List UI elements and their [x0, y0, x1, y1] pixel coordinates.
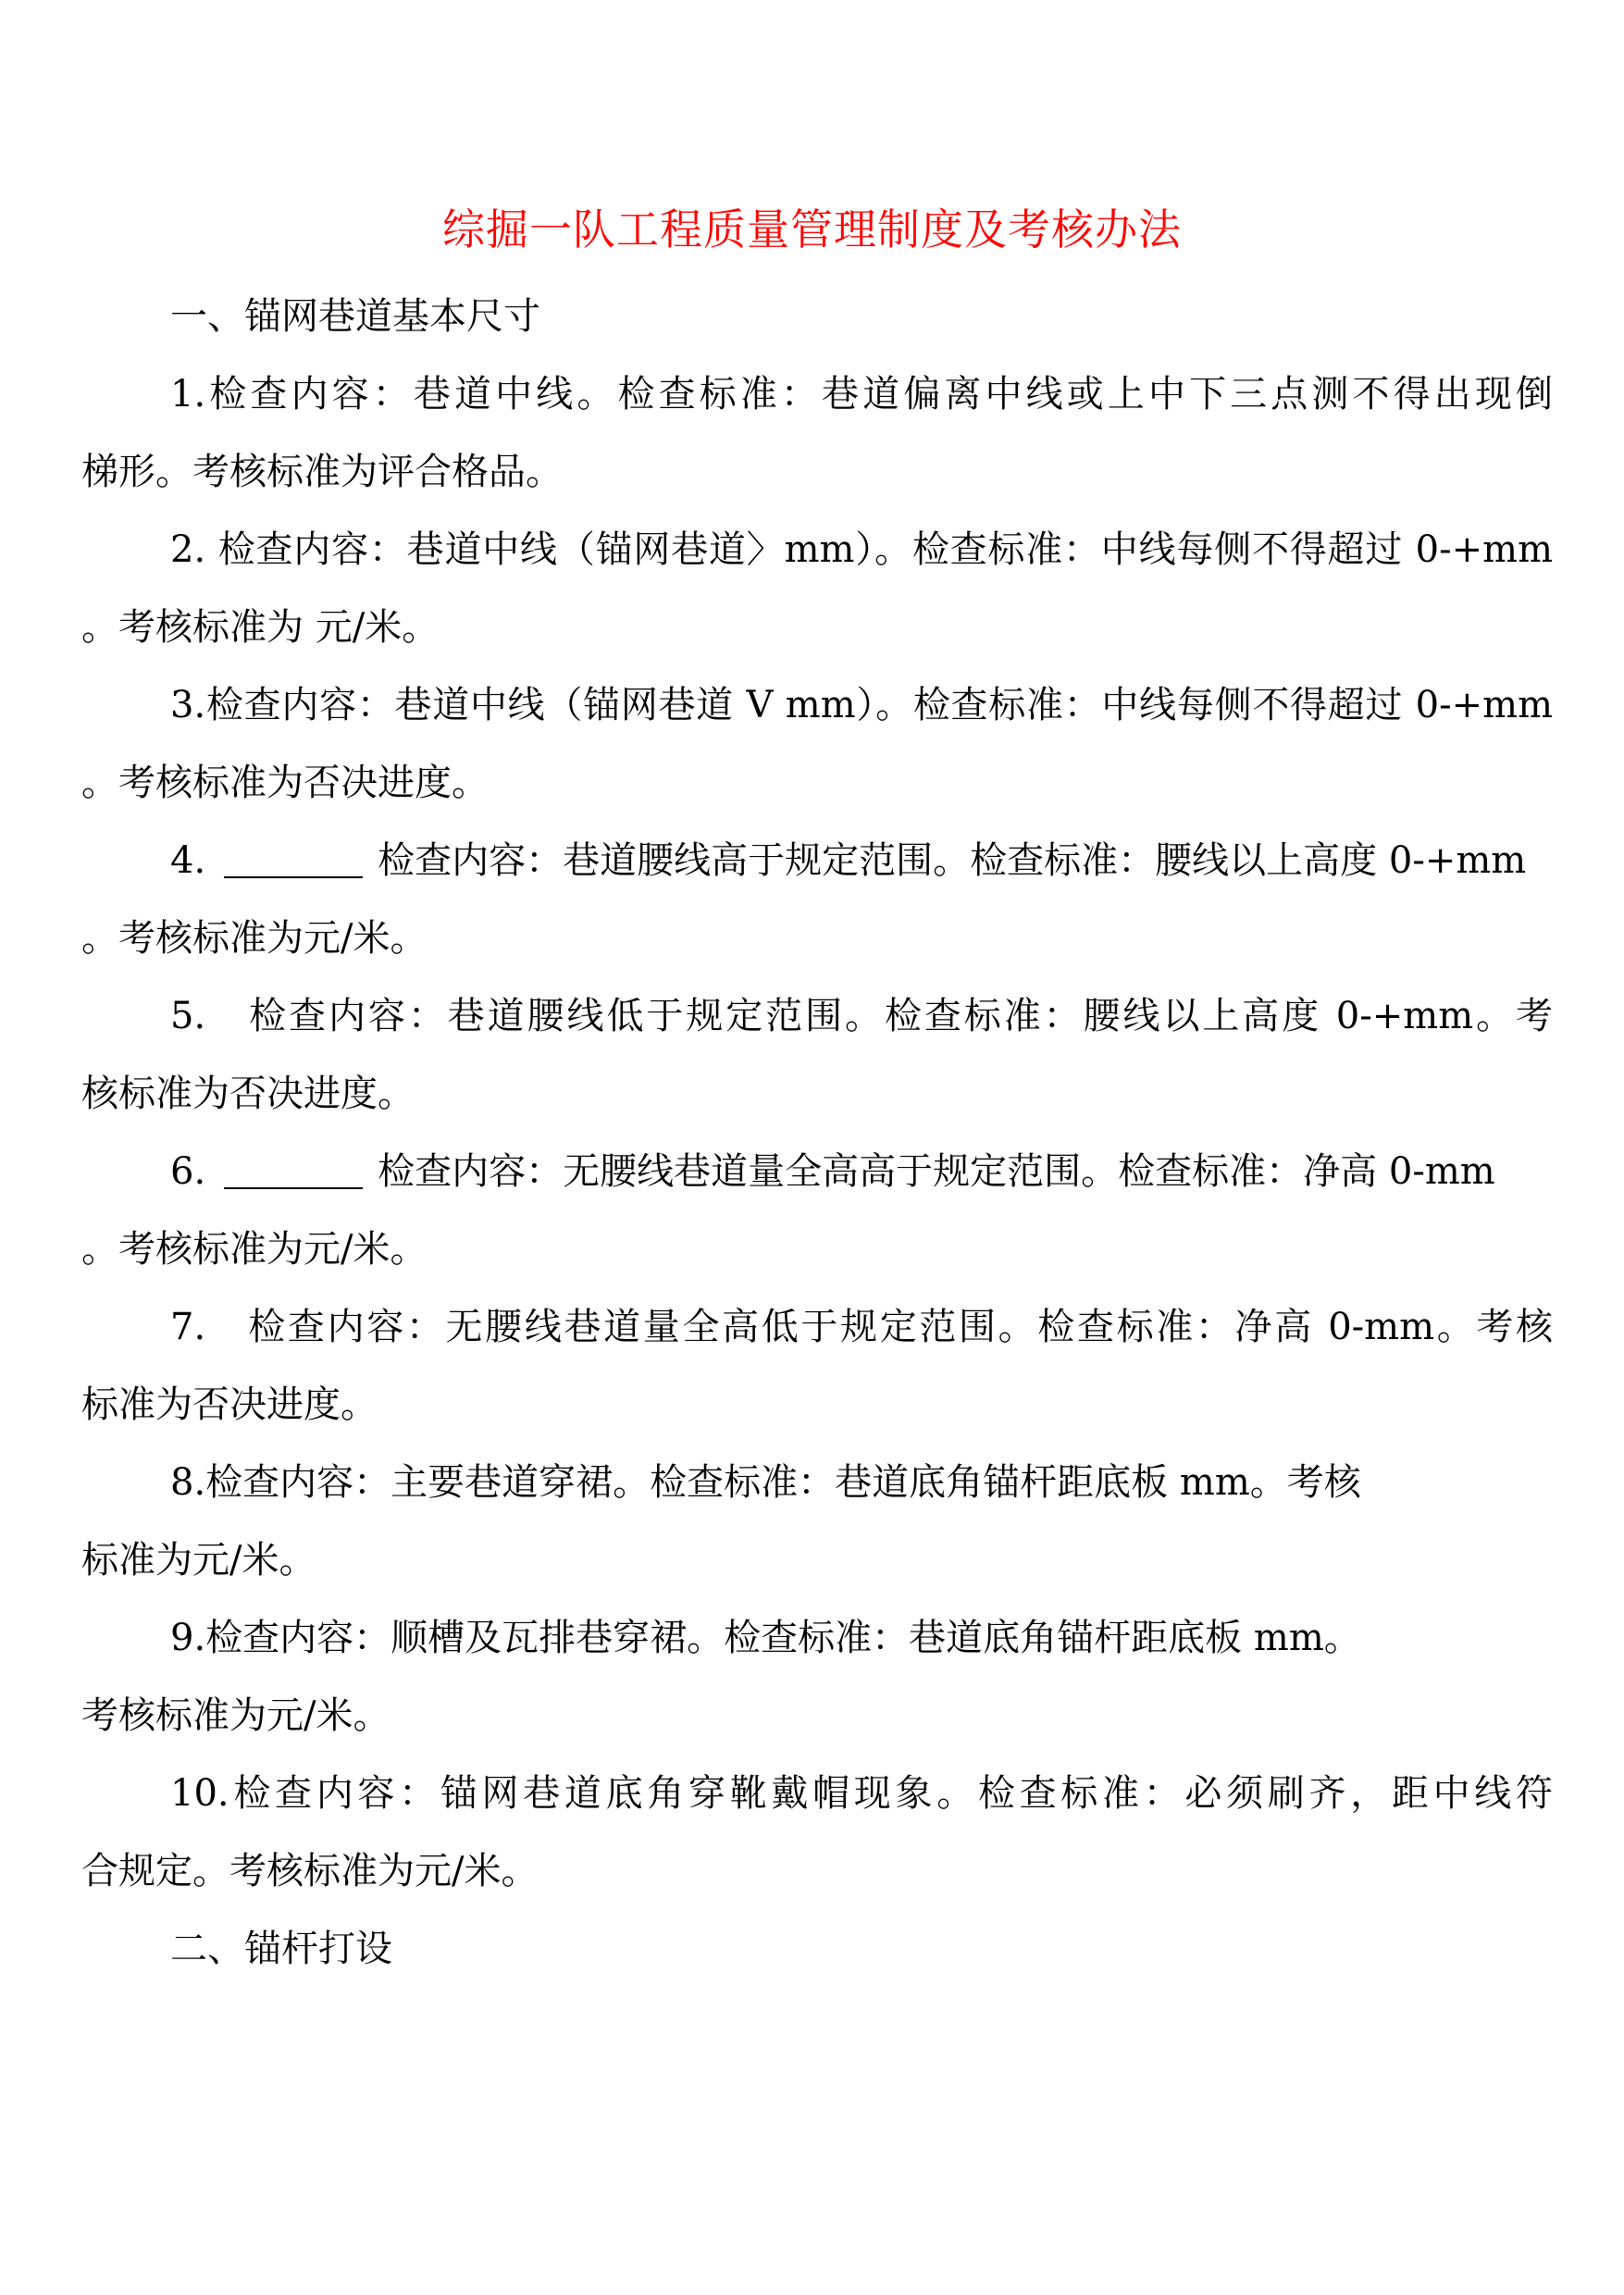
- item-line-1: [81, 1133, 1553, 1210]
- item-line-1: [81, 977, 1553, 1055]
- list-item: [81, 511, 1553, 666]
- item-text: 检查内容：顺槽及瓦排巷穿裙。检查标准：巷道底角锚杆距底板 mm。: [205, 1617, 1361, 1659]
- item-number: 7.: [170, 1306, 206, 1348]
- page-title: 综掘一队工程质量管理制度及考核办法: [442, 205, 1182, 254]
- item-text: 检查内容：无腰线巷道量全高低于规定范围。检查标准：净高 0-mm。考核: [248, 1306, 1553, 1348]
- item-text: 检查内容：主要巷道穿裙。检查标准：巷道底角锚杆距底板 mm。考核: [205, 1461, 1361, 1504]
- item-number: 2.: [170, 528, 206, 571]
- item-line-2: 。考核标准为元/米。: [81, 917, 428, 960]
- item-text: 检查内容：巷道腰线高于规定范围。检查标准：腰线以上高度 0-+mm: [378, 839, 1527, 882]
- item-number: 1.: [170, 373, 206, 416]
- list-item: [81, 1599, 1553, 1755]
- section-heading-2: 二、锚杆打设: [170, 1928, 392, 1970]
- item-line-1: [81, 1288, 1553, 1366]
- item-line-2: 核标准为否决进度。: [81, 1073, 415, 1115]
- list-item: [81, 666, 1553, 822]
- item-line-1: [81, 355, 1553, 433]
- list-item: [81, 1444, 1553, 1599]
- item-line-2: 标准为元/米。: [81, 1539, 316, 1582]
- list-item: [81, 977, 1553, 1133]
- item-number: 4.: [170, 839, 206, 882]
- item-line-1: [81, 1444, 1553, 1521]
- list-item: [81, 1288, 1553, 1444]
- item-number: 10.: [170, 1772, 229, 1815]
- item-line-2: 。考核标准为否决进度。: [81, 762, 489, 804]
- item-number: 6.: [170, 1150, 206, 1193]
- item-line-2: 合规定。考核标准为元/米。: [81, 1850, 539, 1892]
- section-heading-1: 一、锚网巷道基本尺寸: [170, 295, 540, 338]
- item-text: 检查内容：巷道中线（锚网巷道 V mm）。检查标准：中线每侧不得超过 0-+mm: [205, 684, 1553, 726]
- item-line-2: 标准为否决进度。: [81, 1383, 378, 1426]
- fill-in-blank: [224, 1150, 363, 1189]
- list-item: [81, 1755, 1553, 1910]
- list-item: [81, 822, 1553, 977]
- item-line-1: [81, 511, 1553, 589]
- item-number: 3.: [170, 684, 206, 726]
- item-line-2: 。考核标准为元/米。: [81, 1228, 428, 1271]
- item-line-1: [81, 1755, 1553, 1832]
- item-text: 检查内容：巷道中线（锚网巷道〉mm）。检查标准：中线每侧不得超过 0-+mm: [217, 528, 1553, 571]
- item-number: 9.: [170, 1617, 206, 1659]
- item-line-1: [81, 822, 1553, 899]
- item-line-1: [81, 666, 1553, 744]
- item-text: 检查内容：巷道中线。检查标准：巷道偏离中线或上中下三点测不得出现倒: [205, 373, 1553, 416]
- item-text: 检查内容：巷道腰线低于规定范围。检查标准：腰线以上高度 0-+mm。考: [249, 995, 1553, 1037]
- item-text: 检查内容：无腰线巷道量全高高于规定范围。检查标准：净高 0-mm: [378, 1150, 1495, 1193]
- item-line-2: 考核标准为元/米。: [81, 1694, 391, 1737]
- item-line-2: 梯形。考核标准为评合格品。: [81, 451, 563, 493]
- fill-in-blank: [224, 839, 363, 878]
- item-line-1: [81, 1599, 1553, 1677]
- item-text: 检查内容：锚网巷道底角穿靴戴帽现象。检查标准：必须刷齐，距中线符: [229, 1772, 1553, 1815]
- item-number: 8.: [170, 1461, 206, 1504]
- list-item: [81, 1133, 1553, 1288]
- item-line-2: 。考核标准为 元/米。: [81, 606, 440, 649]
- list-item: [81, 355, 1553, 511]
- item-number: 5.: [170, 995, 206, 1037]
- document-body: [81, 278, 1553, 1988]
